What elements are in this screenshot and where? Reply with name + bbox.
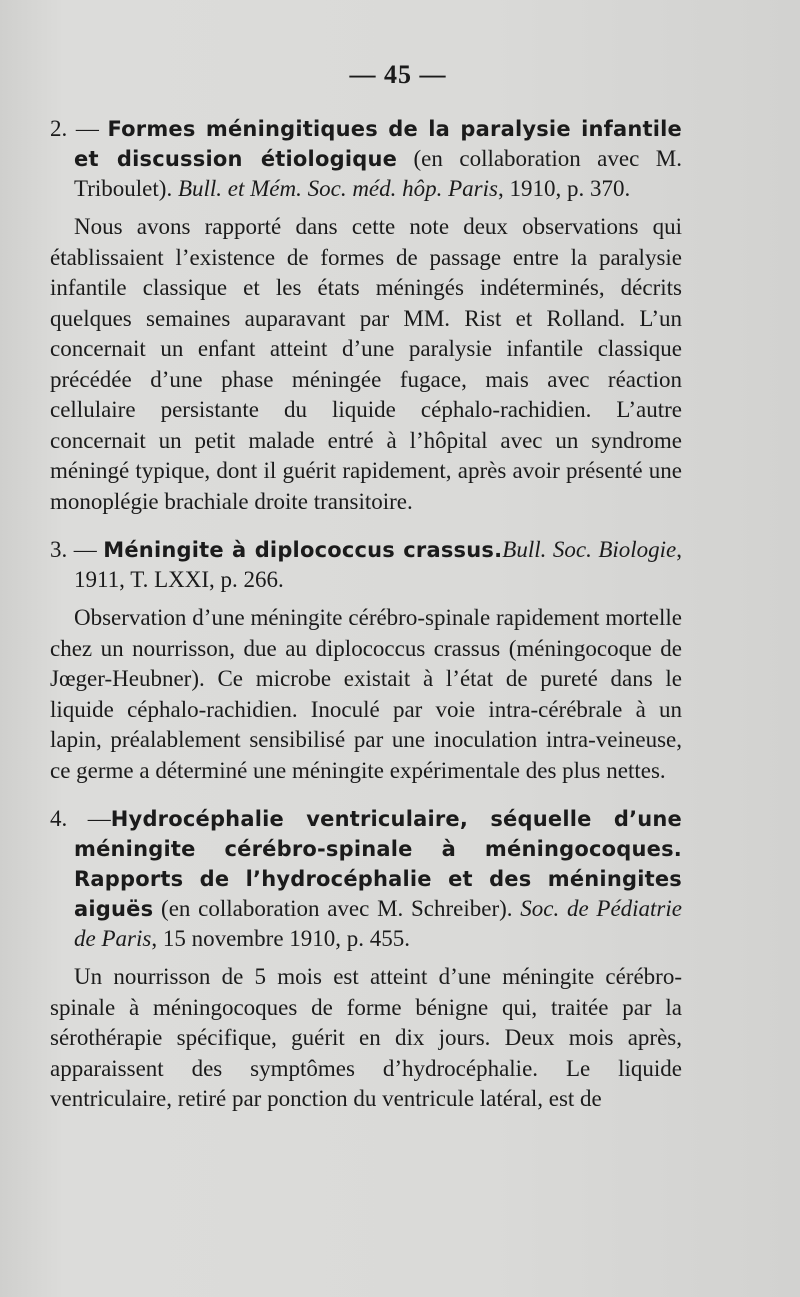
entry-citation-end: , 15 novembre 1910, p. 455. [151,926,411,951]
entry-number: 3. [50,537,68,562]
entry-3 [50,535,682,786]
entry-number: 2. [50,116,68,141]
entry-title: Hydrocéphalie ventriculaire, séquelle d’une méningite cérébro-spinale à méningocoques. Rapports de l’hydrocéphalie et des méningites aiguës [74,807,682,921]
entry-citation-plain: (en collaboration avec M. Schreiber). [153,896,521,921]
entry-dash: — [67,537,104,562]
page-number: — 45 — [349,60,447,89]
entry-number: 4. [50,806,68,831]
entry-title: Formes méningitiques de la paralysie infantile et discussion étiologique [74,117,683,171]
entry-citation-journal: Bull. Soc. Biologie [502,537,677,562]
entry-heading [50,535,682,595]
entry-citation-end: , 1911, T. LXXI, p. 266. [74,537,682,592]
entry-body: Observation d’une méningite cérébro-spinale rapidement mortelle chez un nourrisson, due au diplococcus crassus (méningocoque de Jœger-Heubner). Ce microbe existait à l’état de pureté dans le liquide céphalo-rachidien. Inoculé par voie intra-cérébrale à un lapin, préalablement sensibilisé par une inoculation intra-veineuse, ce germe a déterminé une méningite expérimentale des plus nettes. [50,605,682,783]
entry-dash: — [67,116,108,141]
entry-citation-journal: Soc. de Pédiatrie de Paris [74,896,682,951]
entry-citation-plain: (en collaboration avec M. Triboulet). [74,146,682,201]
entry-title: Méningite à diplococcus crassus. [103,538,503,562]
entry-citation-end: , 1910, p. 370. [497,176,631,201]
entry-4 [50,804,682,1115]
entry-citation-journal: Bull. et Mém. Soc. méd. hôp. Paris [177,176,498,201]
entry-body: Nous avons rapporté dans cette note deux observations qui établissaient l’existence de formes de passage entre la paralysie infantile classique et les états méningés indéterminés, décrits quelques semaines auparavant par MM. Rist et Rolland. L’un concernait un enfant atteint d’une paralysie infantile classique précédée d’une phase méningée fugace, mais avec réaction cellulaire persistante du liquide céphalo-rachidien. L’autre concernait un petit malade entré à l’hôpital avec un syndrome méningé typique, dont il guérit rapidement, après avoir présenté une monoplégie brachiale droite transitoire. [50,214,682,514]
entry-heading [50,804,682,954]
entry-heading [50,114,682,204]
entry-body: Un nourrisson de 5 mois est atteint d’une méningite cérébro-spinale à méningocoques de forme bénigne qui, traitée par la sérothérapie spécifique, guérit en dix jours. Deux mois après, apparaissent des symptômes d’hydrocéphalie. Le liquide ventriculaire, retiré par ponction du ventricule latéral, est de [50,964,682,1111]
entry-dash: — [67,806,111,831]
entry-2 [50,114,682,517]
